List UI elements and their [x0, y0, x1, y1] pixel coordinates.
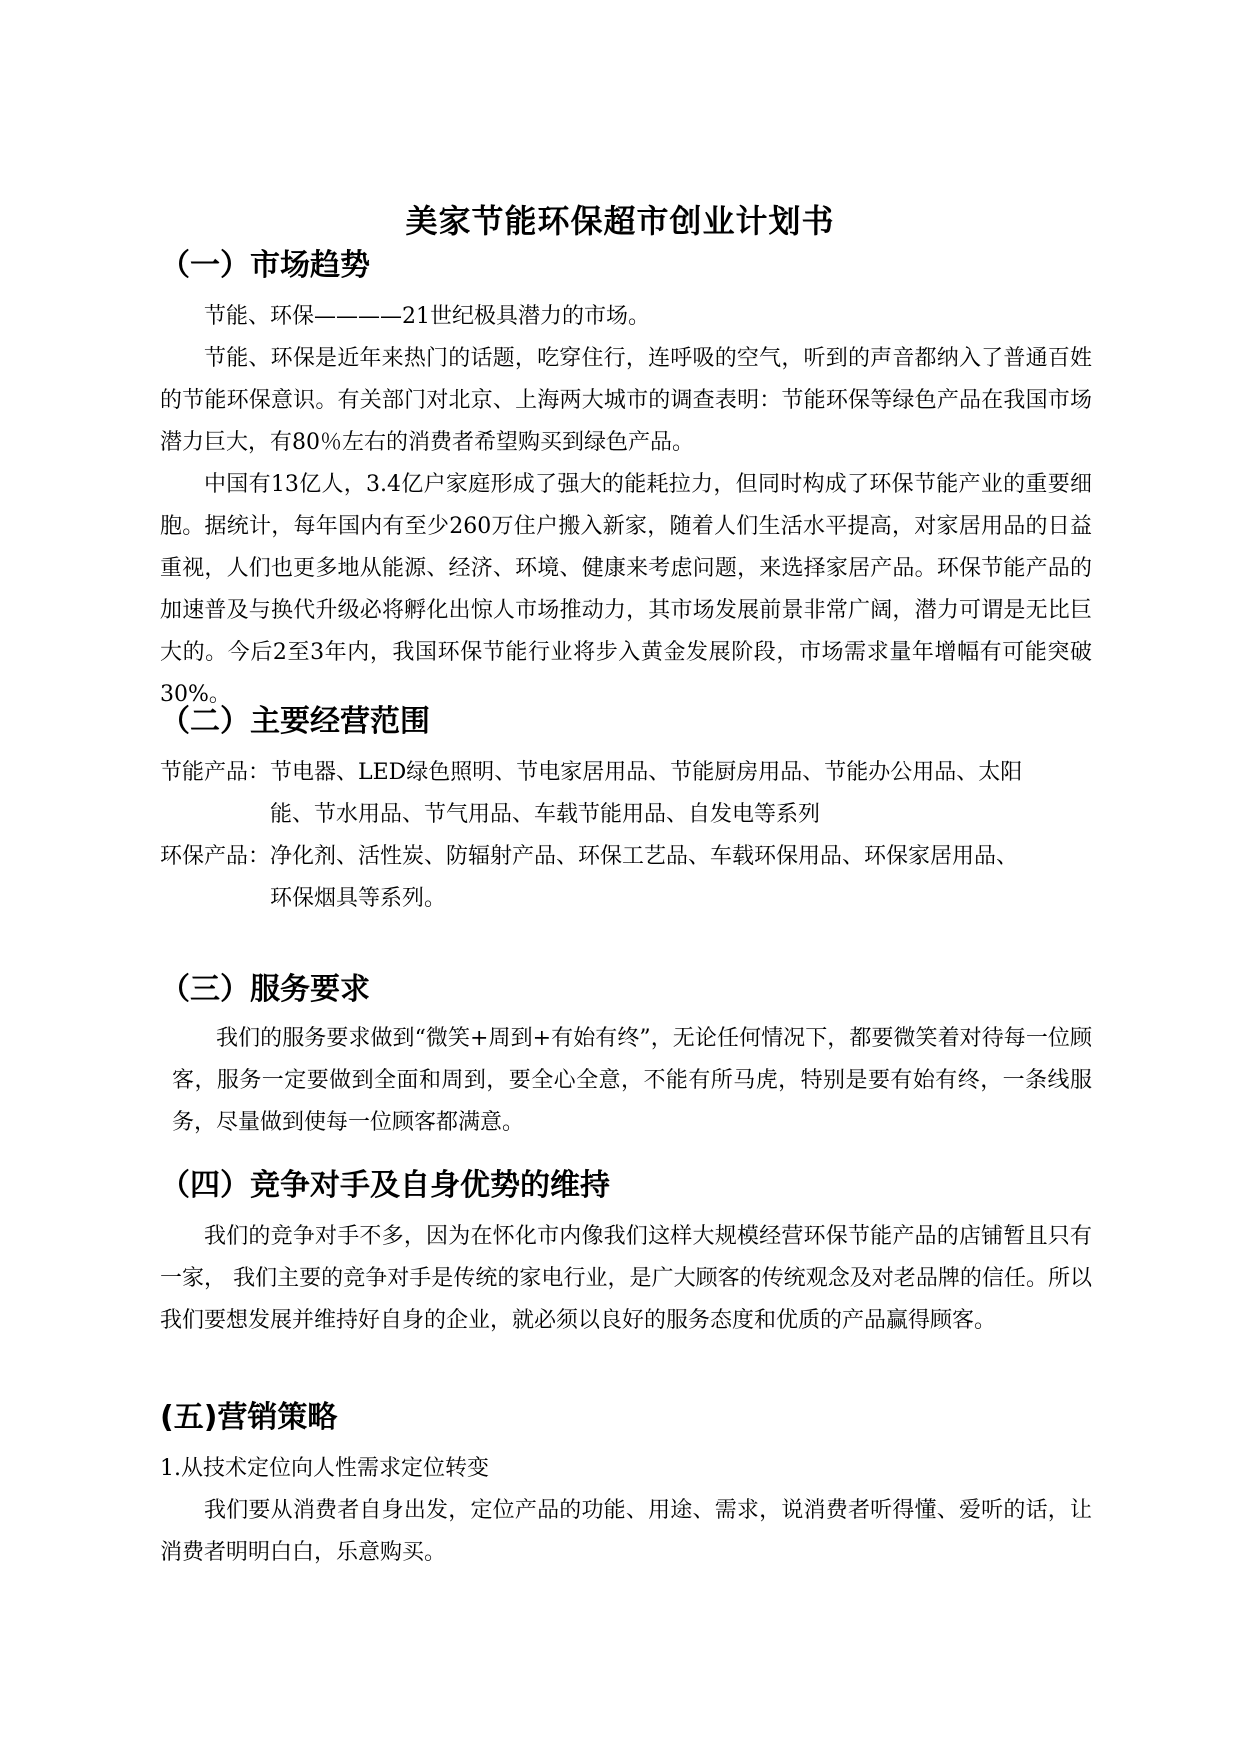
document-title: 美家节能环保超市创业计划书: [405, 202, 835, 240]
paragraph: 我们要从消费者自身出发，定位产品的功能、用途、需求，说消费者听得懂、爱听的话，让消费者明明白白，乐意购买。: [160, 1498, 1092, 1565]
product-category-text: 净化剂、活性炭、防辐射产品、环保工艺品、车载环保用品、环保家居用品、: [270, 844, 1019, 869]
section-heading-business-scope: （二）主要经营范围: [160, 704, 430, 739]
paragraph: 节能、环保————21世纪极具潜力的市场。: [204, 304, 650, 329]
product-category-text: 能、节水用品、节气用品、车载节能用品、自发电等系列: [270, 802, 821, 827]
product-category-text: 环保烟具等系列。: [270, 886, 447, 911]
section-heading-service-requirements: （三）服务要求: [160, 972, 370, 1007]
product-category-label: 节能产品：: [160, 760, 271, 785]
paragraph: 中国有13亿人，3.4亿户家庭形成了强大的能耗拉力，但同时构成了环保节能产业的重要细胞。据统计，每年国内有至少260万住户搬入新家，随着人们生活水平提高，对家居用品的日益重视，人们也更多地从能源、经济、环境、健康来考虑问题，来选择家居产品。环保节能产品的加速普及与换代升级必将孵化出惊人市场推动力，其市场发展前景非常广阔，潜力可谓是无比巨大的。今后2至3年内，我国环保节能行业将步入黄金发展阶段，市场需求量年增幅有可能突破30%。: [160, 472, 1092, 707]
product-category-text: 节电器、LED绿色照明、节电家居用品、节能厨房用品、节能办公用品、太阳: [270, 760, 1023, 785]
section-heading-market-trend: （一）市场趋势: [160, 248, 370, 283]
paragraph: 节能、环保是近年来热门的话题，吃穿住行，连呼吸的空气，听到的声音都纳入了普通百姓的节能环保意识。有关部门对北京、上海两大城市的调查表明：节能环保等绿色产品在我国市场潜力巨大，有80％左右的消费者希望购买到绿色产品。: [160, 346, 1092, 455]
section-heading-competitors: （四）竞争对手及自身优势的维持: [160, 1168, 610, 1203]
paragraph: 我们的竞争对手不多，因为在怀化市内像我们这样大规模经营环保节能产品的店铺暂且只有一家， 我们主要的竞争对手是传统的家电行业，是广大顾客的传统观念及对老品牌的信任。所以我们要想发展并维持好自身的企业，就必须以良好的服务态度和优质的产品赢得顾客。: [160, 1224, 1092, 1333]
section-heading-marketing-strategy: (五)营销策略: [160, 1400, 338, 1435]
paragraph: 我们的服务要求做到“微笑+周到+有始有终”，无论任何情况下，都要微笑着对待每一位顾客，服务一定要做到全面和周到，要全心全意，不能有所马虎，特别是要有始有终，一条线服务，尽量做到使每一位顾客都满意。: [172, 1026, 1092, 1135]
subheading: 1.从技术定位向人性需求定位转变: [160, 1456, 489, 1481]
product-category-label: 环保产品：: [160, 844, 271, 869]
